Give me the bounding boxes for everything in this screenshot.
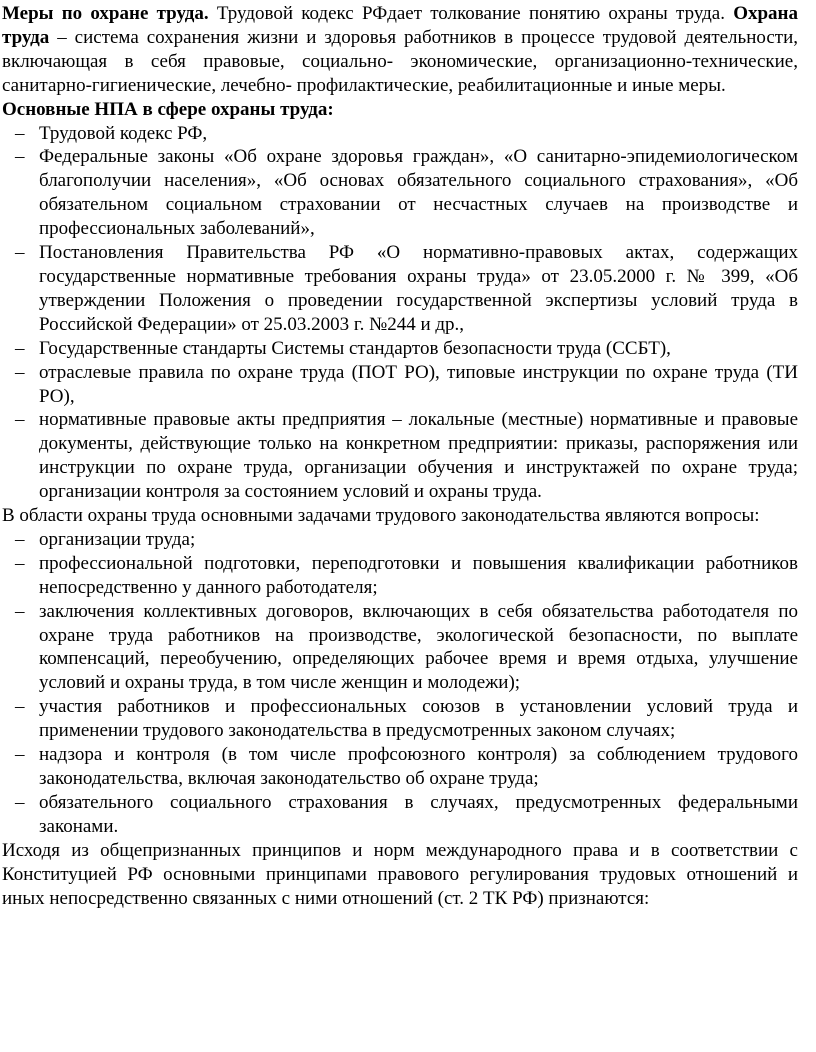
list-item: – нормативные правовые акты предприятия – локальные (местные) нормативные и правовые документы, действующие только на конкретном предприятии: приказы, распоряжения или инструкции по охране труда, организации обучения и инструктажей по охране труда; организации контроля за состоянием условий и охраны труда.	[2, 408, 798, 504]
intro-text: Трудовой кодекс РФдает толкование понятию охраны труда.	[208, 3, 734, 24]
labor-protection-definition: – система сохранения жизни и здоровья работников в процессе трудовой деятельности, включающая в себя правовые, социально- экономические, организационно-технические, санитарно-гигиенические, лечебно- профилактические, реабилитационные и иные меры.	[2, 26, 798, 96]
list-item: – организации труда;	[2, 528, 798, 552]
npa-list	[2, 122, 798, 505]
list-item: – заключения коллективных договоров, включающих в себя обязательства работодателя по охране труда работников на производстве, экологической безопасности, по выплате компенсаций, переобучению, определяющих рабочее время и время отдыха, улучшение условий и охраны труда, в том числе женщин и молодежи);	[2, 600, 798, 696]
npa-heading	[2, 98, 798, 122]
list-item: – надзора и контроля (в том числе профсоюзного контроля) за соблюдением трудового законодательства, включая законодательство об охране труда;	[2, 743, 798, 791]
list-item: – Государственные стандарты Системы стандартов безопасности труда (ССБТ),	[2, 337, 798, 361]
list-item: – участия работников и профессиональных союзов в установлении условий труда и применении трудового законодательства в предусмотренных законом случаях;	[2, 695, 798, 743]
labor-protection-term: Охрана труда	[2, 3, 798, 48]
list-item: – Трудовой кодекс РФ,	[2, 122, 798, 146]
principles-intro: Исходя из общепризнанных принципов и норм международного права и в соответствии с Конституцией РФ основными принципами правового регулирования трудовых отношений и иных непосредственно связанных с ними отношений (ст. 2 ТК РФ) признаются:	[2, 839, 798, 909]
list-item: – Постановления Правительства РФ «О нормативно-правовых актах, содержащих государственные нормативные требования охраны труда» от 23.05.2000 г. № 399, «Об утверждении Положения о проведении государственной экспертизы условий труда в Российской Федерации» от 25.03.2003 г. №244 и др.,	[2, 241, 798, 337]
list-item: – отраслевые правила по охране труда (ПОТ РО), типовые инструкции по охране труда (ТИ РО),	[2, 361, 798, 409]
npa-heading-text: Основные НПА в сфере охраны труда:	[2, 98, 334, 120]
tasks-list	[2, 528, 798, 839]
intro-paragraph	[2, 2, 798, 98]
list-item: – профессиональной подготовки, переподготовки и повышения квалификации работников непосредственно у данного работодателя;	[2, 552, 798, 600]
tasks-intro: В области охраны труда основными задачами трудового законодательства являются вопросы:	[2, 505, 760, 527]
list-item: – обязательного социального страхования в случаях, предусмотренных федеральными законами.	[2, 791, 798, 839]
measures-heading: Меры по охране труда.	[2, 3, 209, 24]
list-item: – Федеральные законы «Об охране здоровья граждан», «О санитарно-эпидемиологическом благополучии населения», «Об основах обязательного социального страхования», «Об обязательном социальном страховании от несчастных случаев на производстве и профессиональных заболеваний»,	[2, 145, 798, 241]
